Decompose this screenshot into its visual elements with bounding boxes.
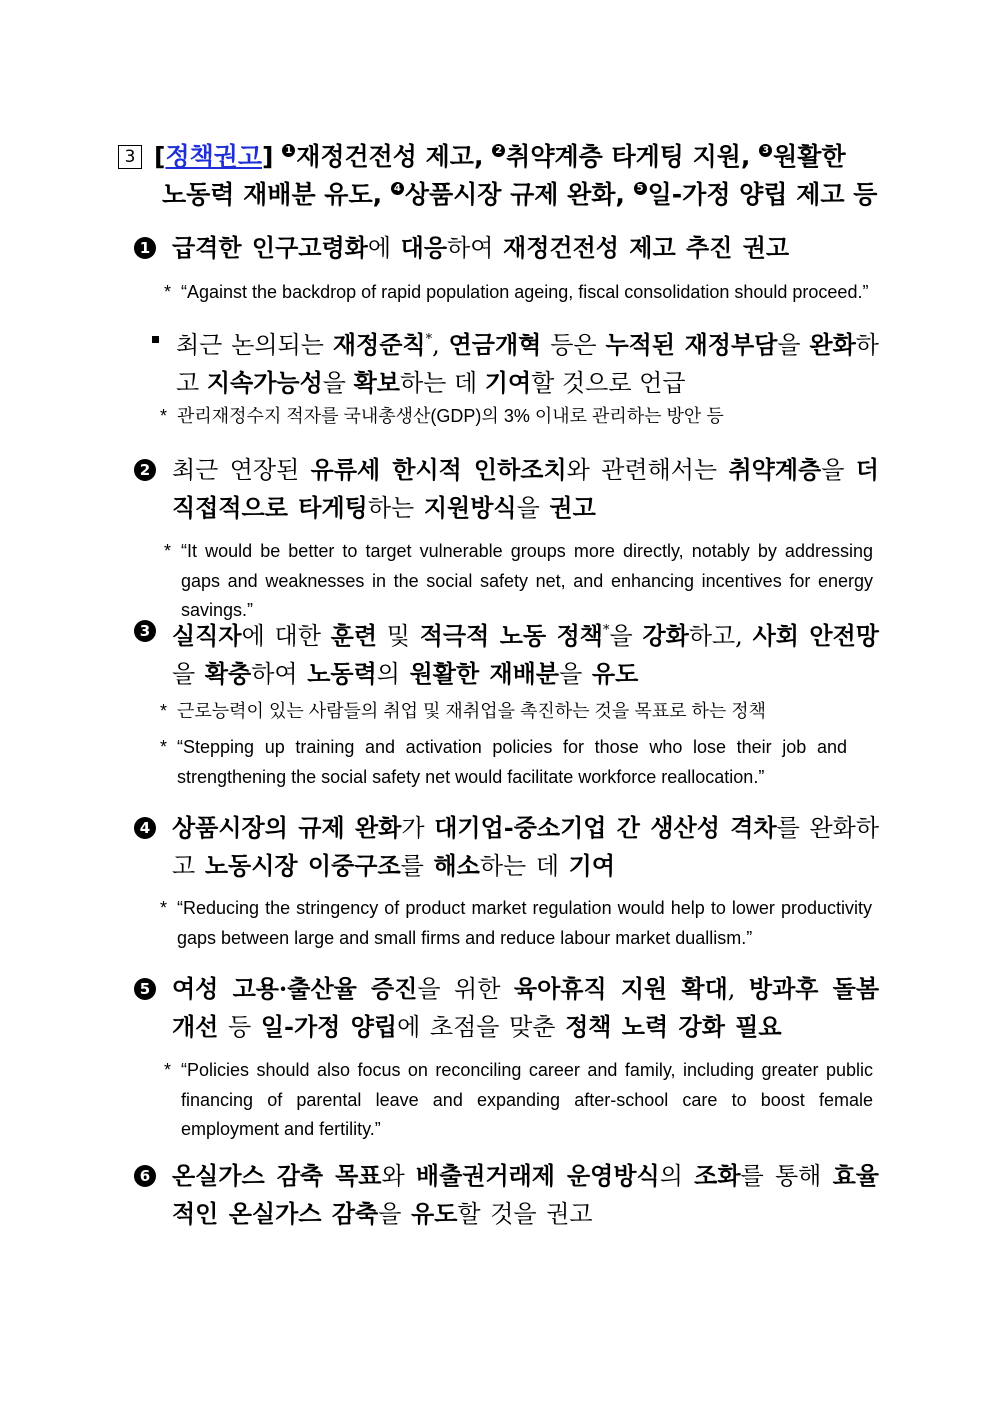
item-3-note-2: * “Stepping up training and activation policies for those who lose their job and strengthening the social safety net would facilitate workforce reallocation.” bbox=[160, 737, 847, 787]
recommendation-item-5 bbox=[134, 970, 879, 1046]
sup-number-2: 2 bbox=[492, 144, 505, 157]
item-1-bullet-note: * 관리재정수지 적자를 국내총생산(GDP)의 3% 이내로 관리하는 방안 등 bbox=[160, 406, 724, 426]
recommendation-item-3 bbox=[134, 612, 879, 693]
item-2-text: 최근 연장된 유류세 한시적 인하조치와 관련해서는 취약계층을 더 직접적으로 타게팅하는 지원방식을 권고 bbox=[172, 455, 879, 522]
item-5-text: 여성 고용·출산율 증진을 위한 육아휴직 지원 확대, 방과후 돌봄 개선 등 일-가정 양립에 초점을 맞춘 정책 노력 강화 필요 bbox=[172, 974, 880, 1041]
item-2-note: * “It would be better to target vulnerable groups more directly, notably by addressing gaps and weaknesses in the social safety net, and enhancing incentives for energy savings.” bbox=[164, 541, 873, 620]
item-5-note: * “Policies should also focus on reconciling career and family, including greater public financing of parental leave and expanding after-school care to boost female employment and fertility.” bbox=[164, 1060, 873, 1139]
recommendation-item-2 bbox=[134, 451, 879, 527]
item-number-5: 5 bbox=[134, 978, 156, 1000]
header-item-2: 취약계층 타게팅 지원, bbox=[506, 142, 751, 171]
sup-number-3: 3 bbox=[759, 144, 772, 157]
item-1-text: 급격한 인구고령화에 대응하여 재정건전성 제고 추진 권고 bbox=[172, 233, 790, 262]
item-6-text: 온실가스 감축 목표와 배출권거래제 운영방식의 조화를 통해 효율적인 온실가스 감축을 유도할 것을 권고 bbox=[172, 1161, 879, 1228]
item-number-6: 6 bbox=[134, 1165, 156, 1187]
header-item-5: 일-가정 양립 제고 등 bbox=[647, 180, 878, 209]
square-bullet-icon bbox=[152, 336, 159, 343]
item-1-note: * “Against the backdrop of rapid population ageing, fiscal consolidation should proceed.” bbox=[164, 282, 869, 302]
recommendation-item-1 bbox=[134, 229, 879, 267]
section-header-line-2 bbox=[118, 176, 878, 214]
header-item-4: 상품시장 규제 완화, bbox=[404, 180, 625, 209]
item-number-4: 4 bbox=[134, 817, 156, 839]
item-1-bullet: 최근 논의되는 재정준칙*, 연금개혁 등은 누적된 재정부담을 완화하고 지속가능성을 확보하는 데 기여할 것으로 언급 bbox=[152, 321, 879, 402]
sup-number-4: 4 bbox=[391, 182, 404, 195]
sup-number-1: 1 bbox=[282, 144, 295, 157]
sup-number-5: 5 bbox=[634, 182, 647, 195]
item-number-1: 1 bbox=[134, 237, 156, 259]
section-header-line-1: 3 [정책권고] 1 재정건전성 제고, 2 취약계층 타게팅 지원, 3 원활한 bbox=[118, 138, 878, 176]
recommendation-item-4 bbox=[134, 809, 879, 885]
item-number-2: 2 bbox=[134, 459, 156, 481]
item-4-text: 상품시장의 규제 완화가 대기업-중소기업 간 생산성 격차를 완화하고 노동시장 이중구조를 해소하는 데 기여 bbox=[172, 813, 880, 880]
item-3-note-1: * 근로능력이 있는 사람들의 취업 및 재취업을 촉진하는 것을 목표로 하는 정책 bbox=[160, 701, 767, 721]
item-4-note: * “Reducing the stringency of product market regulation would help to lower productivity gaps between large and small firms and reduce labour market duallism.” bbox=[160, 898, 872, 948]
policy-recommendation-tag: 정책권고 bbox=[165, 142, 263, 171]
header-item-3: 원활한 bbox=[773, 142, 846, 171]
header-item-3-cont: 노동력 재배분 유도, bbox=[162, 180, 383, 209]
section-number-box: 3 bbox=[118, 145, 142, 169]
section-header bbox=[118, 138, 878, 214]
item-number-3: 3 bbox=[134, 620, 156, 642]
item-3-text: 실직자에 대한 훈련 및 적극적 노동 정책*을 강화하고, 사회 안전망을 확충하여 노동력의 원활한 재배분을 유도 bbox=[172, 621, 879, 688]
header-item-1: 재정건전성 제고, bbox=[296, 142, 484, 171]
recommendation-item-6 bbox=[134, 1157, 879, 1233]
